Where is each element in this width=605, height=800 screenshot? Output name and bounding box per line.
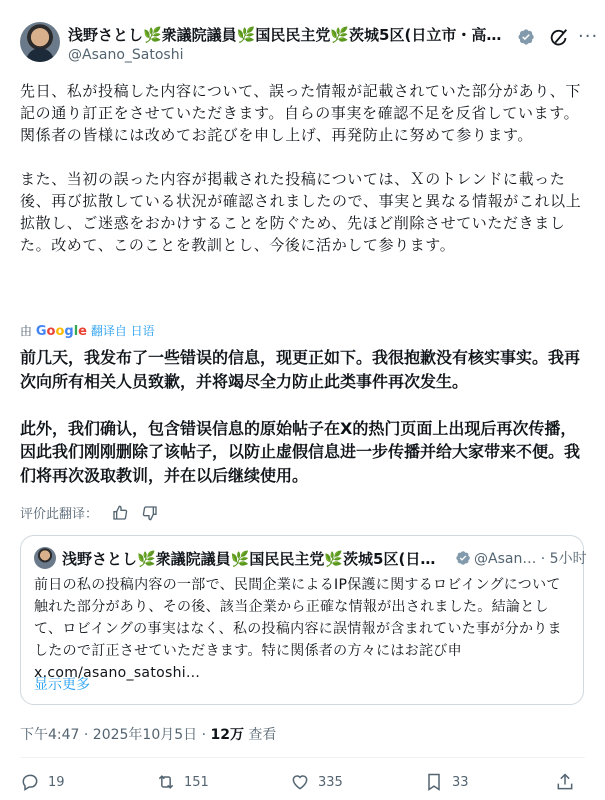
repost-count: 151 [184,775,209,790]
timestamp-text[interactable]: 下午4:47 · 2025年10月5日 · [20,727,211,743]
verified-badge-icon [455,550,471,566]
post-original-text: 先日、私が投稿した内容について、誤った情報が記載されていた部分があり、下記の通り訂正をさせていただきます。自らの事実を確認不足を反省しています。関係者の皆様には改めてお詫びを申し上げ、再発防止に努めて参ります。 また、当初の誤った内容が掲載された投稿については、Ｘのトレンドに載った後、再び拡散している状況が確認されましたので、事実と異なる情報がこれ以上拡散し、ご迷惑をおかけすることを防ぐため、先ほど削除させていただきました。改めて、このことを教訓とし、今後に活かして参ります。 [20,82,582,254]
quoted-text: 前日の私の投稿内容の一部で、民間企業によるIP保護に関するロビイングについて触れた部分があり、その後、該当企業から正確な情報が出されました。結論として、ロビイングの事実はなく、私の投稿内容に誤情報が含まれていた事が分かりましたので訂正させていただきます。特に関係者の方々にはお詫び申 x.com/asano_satoshi… [34,577,562,681]
views-count: 12万 [210,727,244,743]
grok-icon[interactable] [548,27,570,49]
author-handle[interactable]: @Asano_Satoshi [68,47,184,63]
views-label: 查看 [243,727,277,743]
reply-count: 19 [48,775,65,790]
reply-icon [20,772,40,792]
post-header [20,22,599,72]
quoted-author-name: 浅野さとし🌿衆議院議員🌿国民民主党🌿茨城5区(日… [62,550,436,568]
quoted-meta [474,548,587,568]
quoted-author-avatar [34,547,56,569]
translation-attribution [20,322,155,339]
author-avatar[interactable] [20,22,60,62]
verified-badge-icon[interactable] [517,28,535,46]
share-icon [555,772,575,792]
divider [20,757,585,758]
translated-from-label[interactable]: 翻译自 日语 [90,324,155,338]
author-name[interactable]: 浅野さとし🌿衆議院議員🌿国民民主党🌿茨城5区(日立市・高… [68,26,502,44]
repost-icon [156,772,176,792]
post-translated-text: 前几天，我发布了一些错误的信息，现更正如下。我很抱歉没有核实事实。我再次向所有相关人员致歉，并将竭尽全力防止此类事件再次发生。 此外，我们确认，包含错误信息的原始帖子在X的热门页面上出现后再次传播，因此我们刚刚删除了该帖子，以防止虚假信息进一步传播并给大家带来不便。我们将再次汲取教训，并在以后继续使用。 [20,348,581,485]
show-more-link[interactable]: 显示更多 [34,677,90,693]
translated-by-prefix: 由 [20,324,33,338]
rate-translation-label: 评价此翻译： [20,507,99,522]
post-timestamp [20,724,276,744]
bookmark-icon [424,772,444,792]
quoted-handle: @Asan… [474,551,537,567]
google-logo: Google [35,324,87,339]
heart-icon [290,772,310,792]
quoted-post[interactable] [20,535,587,705]
more-options-icon[interactable]: ··· [578,26,599,47]
action-bar [20,770,585,796]
thumbs-up-icon[interactable] [112,505,128,521]
quoted-time: · 5小时 [540,551,587,567]
like-count: 335 [318,775,343,790]
bookmark-count: 33 [452,775,469,790]
thumbs-down-icon[interactable] [142,505,158,521]
rate-translation-row [20,503,158,523]
